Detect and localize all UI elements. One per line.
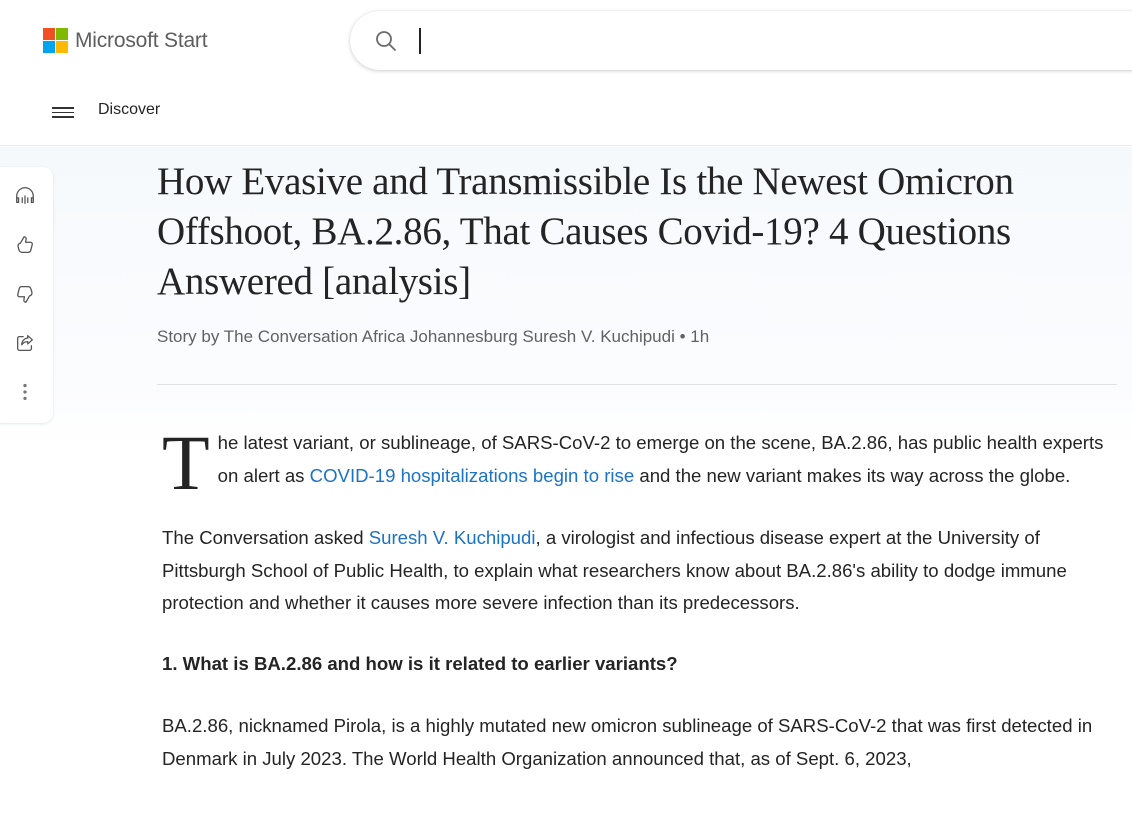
action-rail: [0, 167, 53, 423]
article-page: [0, 147, 1132, 816]
more-options-button[interactable]: [10, 377, 40, 407]
hamburger-icon[interactable]: [52, 104, 74, 122]
nav-discover-link[interactable]: Discover: [98, 101, 161, 118]
text-cursor: [419, 28, 421, 54]
article-body: [162, 419, 1127, 805]
thumbs-down-icon: [14, 283, 36, 305]
share-icon: [14, 332, 36, 354]
nav-bar: [0, 80, 1132, 146]
paragraph-2: [162, 522, 1127, 620]
divider: [157, 384, 1117, 385]
dislike-button[interactable]: [10, 279, 40, 309]
paragraph-1: [162, 419, 1127, 506]
article-title: How Evasive and Transmissible Is the Newest Omicron Offshoot, BA.2.86, That Causes Covid-19? 4 Questions Answered [analysis]: [157, 160, 1014, 303]
hospitalizations-link[interactable]: COVID-19 hospitalizations begin to rise: [309, 464, 635, 486]
microsoft-logo-icon: [43, 28, 68, 53]
section-heading: 1. What is BA.2.86 and how is it related to earlier variants?: [162, 652, 678, 674]
author-link[interactable]: Suresh V. Kuchipudi: [368, 527, 536, 548]
paragraph-text: , a virologist and infectious disease expert at the University of Pittsburgh School of Public Health, to explain what researchers know about BA.2.86's ability to dodge immune protection and whether it causes more severe infection than its predecessors.: [162, 527, 1067, 613]
drop-cap: T: [162, 419, 210, 506]
search-input[interactable]: [418, 21, 1118, 59]
logo-text: Microsoft Start: [75, 28, 208, 52]
top-bar: [0, 0, 1132, 80]
share-button[interactable]: [10, 328, 40, 358]
paragraph-text: The Conversation asked: [162, 527, 369, 548]
listen-button[interactable]: [10, 181, 40, 211]
microsoft-start-logo[interactable]: [43, 28, 207, 53]
search-icon: [374, 29, 398, 53]
like-button[interactable]: [10, 230, 40, 260]
thumbs-up-icon: [14, 234, 36, 256]
article-byline: Story by The Conversation Africa Johannesburg Suresh V. Kuchipudi • 1h: [157, 327, 710, 346]
more-vertical-icon: [14, 381, 36, 403]
search-box[interactable]: [350, 11, 1132, 70]
paragraph-3: BA.2.86, nicknamed Pirola, is a highly mutated new omicron sublineage of SARS-CoV-2 that was first detected in Denmark in July 2023. The World Health Organization announced that, as of Sept. 6, 2023,: [162, 715, 1093, 769]
paragraph-text: and the new variant makes its way across the globe.: [634, 464, 1071, 486]
paragraph-text: he latest variant, or sublineage, of SARS-CoV-2 to emerge on the scene, BA.2.86, has public health experts on alert as: [217, 432, 1104, 486]
headphones-icon: [14, 185, 36, 207]
